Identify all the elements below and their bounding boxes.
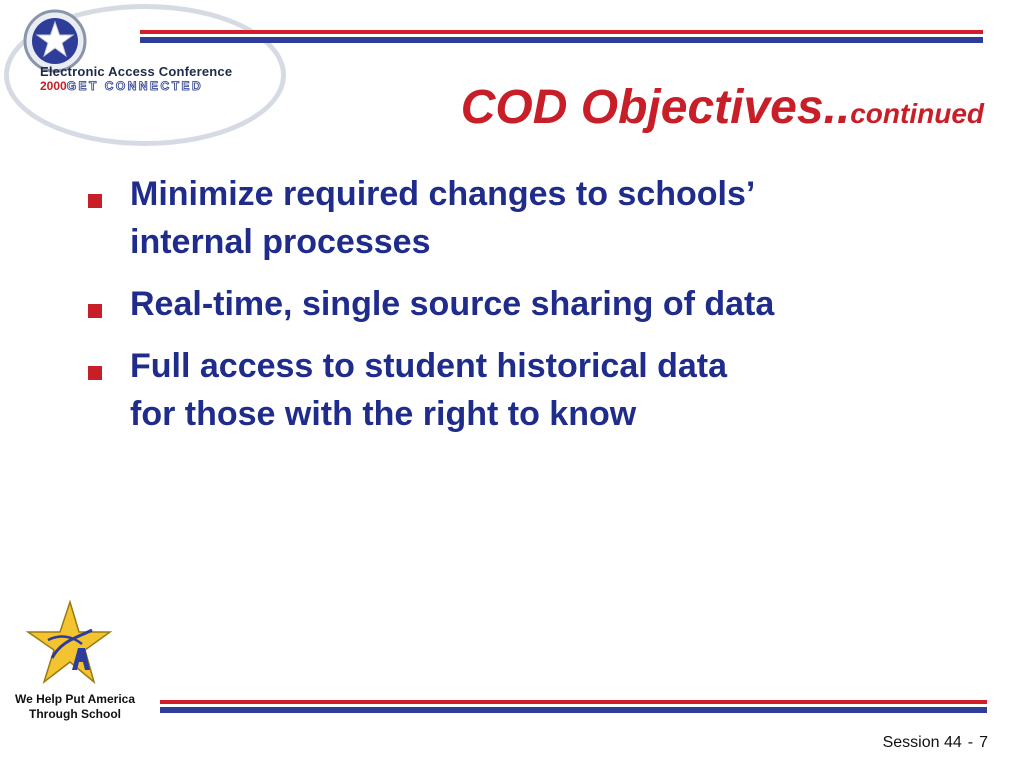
slogan-text: GET CONNECTED bbox=[66, 79, 204, 93]
bullet-line: internal processes bbox=[130, 223, 431, 261]
title-sub: continued bbox=[850, 98, 984, 129]
bullet-line: for those with the right to know bbox=[130, 395, 637, 433]
conference-slogan bbox=[40, 79, 203, 93]
conference-name: Electronic Access Conference bbox=[40, 64, 233, 79]
slide-title bbox=[461, 80, 984, 135]
bullet-item bbox=[88, 170, 1008, 266]
conference-year: 2000 bbox=[40, 79, 67, 93]
sfa-star-icon bbox=[22, 600, 112, 690]
title-main: COD Objectives.. bbox=[460, 81, 851, 134]
bottom-divider bbox=[160, 700, 987, 713]
footer-separator: - bbox=[967, 734, 974, 751]
bullet-item bbox=[88, 342, 1008, 438]
tagline-line: We Help Put America bbox=[14, 692, 136, 706]
bullet-line: Minimize required changes to schools’ bbox=[130, 175, 756, 213]
conference-logo bbox=[0, 0, 300, 150]
page-number: 7 bbox=[979, 734, 988, 751]
bullet-line: Full access to student historical data bbox=[130, 347, 728, 385]
top-divider bbox=[140, 30, 983, 43]
square-bullet-icon bbox=[88, 304, 102, 318]
sfa-tagline bbox=[0, 692, 150, 722]
sfa-logo bbox=[0, 600, 150, 730]
bullet-list bbox=[88, 170, 1008, 452]
square-bullet-icon bbox=[88, 366, 102, 380]
session-label: Session 44 bbox=[882, 734, 962, 751]
slide-footer bbox=[883, 734, 988, 752]
bullet-line: Real-time, single source sharing of data bbox=[130, 285, 775, 323]
tagline-line: Through School bbox=[29, 707, 121, 721]
square-bullet-icon bbox=[88, 194, 102, 208]
bullet-item bbox=[88, 280, 1008, 328]
